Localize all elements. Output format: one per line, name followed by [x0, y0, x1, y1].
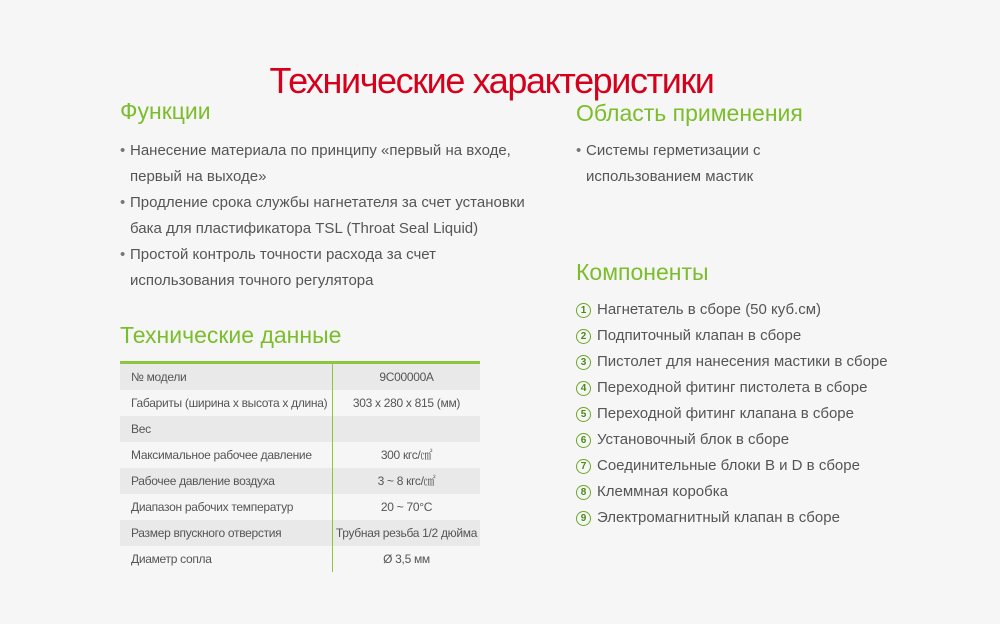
table-row [120, 364, 480, 390]
list-item [576, 401, 888, 427]
spec-value: 3 ~ 8 кгс/㎠ [332, 468, 480, 494]
technical-data-title: Технические данные [120, 322, 342, 348]
circled-number-icon: 7 [576, 459, 591, 474]
spec-value: 303 x 280 x 815 (мм) [332, 390, 480, 416]
list-item-line: Простой контроль точности расхода за счет [130, 246, 436, 263]
bullet-icon: • [576, 142, 582, 159]
components-list [576, 297, 888, 531]
list-item [576, 297, 888, 323]
list-item-line: Продление срока службы нагнетателя за счет установки [130, 194, 525, 211]
list-item [120, 138, 525, 190]
bullet-icon: • [120, 194, 126, 211]
table-row [120, 520, 480, 546]
component-label: Пистолет для нанесения мастики в сборе [597, 353, 888, 370]
list-item [576, 427, 888, 453]
circled-number-icon: 4 [576, 381, 591, 396]
component-label: Подпиточный клапан в сборе [597, 327, 802, 344]
spec-value: Ø 3,5 мм [332, 546, 480, 572]
component-label: Соединительные блоки B и D в сборе [597, 457, 860, 474]
list-item [576, 323, 888, 349]
bullet-icon: • [120, 142, 126, 159]
spec-label: № модели [131, 370, 187, 384]
circled-number-icon: 8 [576, 485, 591, 500]
component-label: Клеммная коробка [597, 483, 728, 500]
list-item [120, 190, 525, 242]
component-label: Электромагнитный клапан в сборе [597, 509, 840, 526]
application-list [576, 138, 761, 190]
list-item-line: первый на выходе» [130, 168, 267, 185]
circled-number-icon: 5 [576, 407, 591, 422]
spec-label: Габариты (ширина x высота x длина) [131, 396, 328, 410]
table-row [120, 494, 480, 520]
list-item [576, 375, 888, 401]
application-title: Область применения [576, 100, 803, 126]
spec-value: 20 ~ 70°C [332, 494, 480, 520]
table-row [120, 416, 480, 442]
circled-number-icon: 6 [576, 433, 591, 448]
list-item-line: Системы герметизации с [586, 142, 761, 159]
circled-number-icon: 3 [576, 355, 591, 370]
circled-number-icon: 1 [576, 303, 591, 318]
spec-value [332, 416, 480, 442]
circled-number-icon: 9 [576, 511, 591, 526]
table-row [120, 442, 480, 468]
spec-value: Трубная резьба 1/2 дюйма [332, 520, 480, 546]
list-item-line: использования точного регулятора [130, 272, 374, 289]
component-label: Переходной фитинг клапана в сборе [597, 405, 854, 422]
list-item-line: использованием мастик [586, 168, 754, 185]
table-row [120, 390, 480, 416]
bullet-icon: • [120, 246, 126, 263]
list-item [576, 453, 888, 479]
spec-label: Размер впускного отверстия [131, 526, 282, 540]
functions-title: Функции [120, 98, 211, 124]
component-label: Установочный блок в сборе [597, 431, 790, 448]
list-item-line: Нанесение материала по принципу «первый на входе, [130, 142, 511, 159]
component-label: Переходной фитинг пистолета в сборе [597, 379, 868, 396]
spec-value: 300 кгс/㎠ [332, 442, 480, 468]
list-item [576, 505, 888, 531]
list-item [576, 138, 761, 190]
spec-label: Рабочее давление воздуха [131, 474, 275, 488]
spec-label: Диаметр сопла [131, 552, 212, 566]
spec-label: Максимальное рабочее давление [131, 448, 312, 462]
spec-label: Диапазон рабочих температур [131, 500, 294, 514]
circled-number-icon: 2 [576, 329, 591, 344]
list-item [576, 349, 888, 375]
list-item [120, 242, 525, 294]
spec-table [120, 361, 480, 572]
list-item-line: бака для пластификатора TSL (Throat Seal Liquid) [130, 220, 479, 237]
page-title: Технические характеристики [269, 60, 714, 102]
component-label: Нагнетатель в сборе (50 куб.см) [597, 301, 822, 318]
spec-label: Вес [131, 422, 151, 436]
components-title: Компоненты [576, 259, 709, 285]
table-row [120, 468, 480, 494]
spec-value: 9C00000A [332, 364, 480, 390]
table-row [120, 546, 480, 572]
functions-list [120, 138, 525, 294]
list-item [576, 479, 888, 505]
